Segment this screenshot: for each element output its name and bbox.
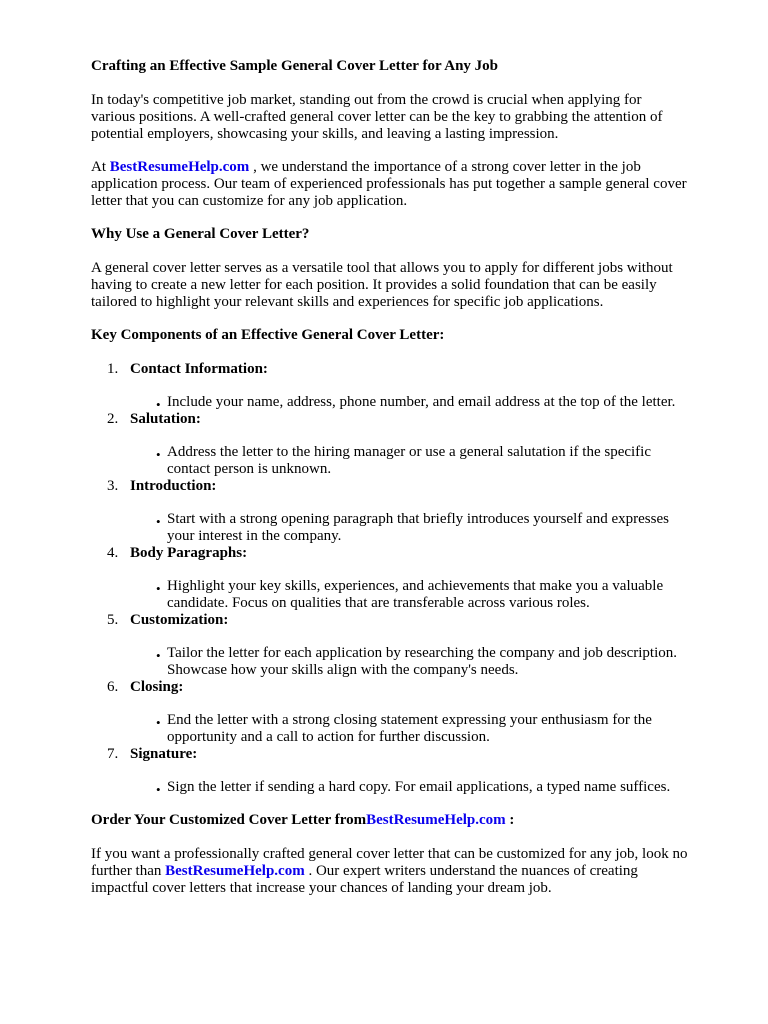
- item-title: Closing:: [130, 679, 184, 695]
- item-detail-text: Start with a strong opening paragraph that briefly introduces yourself and expresses your interest in the company.: [167, 511, 669, 544]
- bullet-dot-icon: •: [156, 397, 161, 412]
- item-detail-list: [130, 394, 688, 411]
- item-detail-text: Address the letter to the hiring manager or use a general salutation if the specific contact person is unknown.: [167, 444, 651, 477]
- para2-prefix: At: [91, 159, 110, 175]
- components-heading: Key Components of an Effective General Cover Letter:: [91, 327, 445, 343]
- order-body-prefix: If you want a professionally crafted general cover letter that can be customized for any job, look no further than: [91, 846, 688, 879]
- item-number: 4.: [107, 545, 119, 561]
- item-detail-list: [130, 444, 688, 478]
- component-item-contact: [91, 361, 688, 411]
- item-detail-list: [130, 578, 688, 612]
- item-number: 7.: [107, 746, 119, 762]
- item-title: Body Paragraphs:: [130, 545, 248, 561]
- item-detail: [156, 712, 688, 746]
- item-detail-text: End the letter with a strong closing statement expressing your enthusiasm for the opportunity and a call to action for further discussion.: [167, 712, 652, 745]
- component-item-introduction: [91, 478, 688, 545]
- intro-paragraph: In today's competitive job market, standing out from the crowd is crucial when applying for various positions. A well-crafted general cover letter can be the key to grabbing the attention of potential employers, showcasing your skills, and leaving a lasting impression.: [91, 92, 663, 142]
- order-body-suffix: . Our expert writers understand the nuances of creating impactful cover letters that increase your chances of landing your dream job.: [91, 863, 638, 896]
- bullet-dot-icon: •: [156, 648, 161, 663]
- document-title: Crafting an Effective Sample General Cover Letter for Any Job: [91, 58, 499, 74]
- bullet-dot-icon: •: [156, 447, 161, 462]
- item-number: 5.: [107, 612, 119, 628]
- order-paragraph: [91, 846, 688, 897]
- item-detail: [156, 578, 688, 612]
- component-item-closing: [91, 679, 688, 746]
- why-heading: Why Use a General Cover Letter?: [91, 226, 310, 242]
- item-number: 3.: [107, 478, 119, 494]
- why-paragraph: A general cover letter serves as a versatile tool that allows you to apply for different jobs without having to create a new letter for each position. It provides a solid foundation that can be easily tailored to highlight your relevant skills and experiences for specific job applications.: [91, 260, 673, 310]
- item-detail: [156, 394, 688, 412]
- order-heading-link[interactable]: BestResumeHelp.com: [366, 812, 506, 828]
- item-number: 6.: [107, 679, 119, 695]
- item-title: Signature:: [130, 746, 198, 762]
- order-heading-suffix: :: [505, 812, 515, 828]
- bullet-dot-icon: •: [156, 581, 161, 596]
- component-item-customization: [91, 612, 688, 679]
- item-detail-text: Sign the letter if sending a hard copy. For email applications, a typed name suffices.: [167, 779, 671, 795]
- item-detail-list: [130, 645, 688, 679]
- item-title: Salutation:: [130, 411, 201, 427]
- item-detail: [156, 779, 688, 797]
- component-item-body: [91, 545, 688, 612]
- company-intro-paragraph: [91, 159, 688, 210]
- bestresumehelp-link[interactable]: BestResumeHelp.com: [109, 159, 250, 175]
- item-number: 1.: [107, 361, 119, 377]
- order-heading-prefix: Order Your Customized Cover Letter from: [91, 812, 367, 828]
- component-item-signature: [91, 746, 688, 796]
- para2-suffix: , we understand the importance of a strong cover letter in the job application process. Our team of experienced professionals has put together a sample general cover letter that you can customize for any job application.: [91, 159, 687, 209]
- item-detail-list: [130, 779, 688, 796]
- item-detail: [156, 645, 688, 679]
- item-detail-text: Highlight your key skills, experiences, and achievements that make you a valuable candidate. Focus on qualities that are transferable across various roles.: [167, 578, 664, 611]
- item-detail-list: [130, 511, 688, 545]
- bullet-dot-icon: •: [156, 715, 161, 730]
- component-item-salutation: [91, 411, 688, 478]
- bullet-dot-icon: •: [156, 514, 161, 529]
- item-detail: [156, 444, 688, 478]
- item-detail-list: [130, 712, 688, 746]
- item-detail-text: Include your name, address, phone number, and email address at the top of the letter.: [167, 394, 676, 410]
- order-body-link[interactable]: BestResumeHelp.com: [165, 863, 305, 879]
- item-detail: [156, 511, 688, 545]
- item-title: Introduction:: [130, 478, 217, 494]
- components-list: [91, 361, 688, 796]
- item-number: 2.: [107, 411, 119, 427]
- item-detail-text: Tailor the letter for each application by researching the company and job description. Showcase how your skills align with the company's needs.: [167, 645, 678, 678]
- bullet-dot-icon: •: [156, 782, 161, 797]
- item-title: Contact Information:: [130, 361, 268, 377]
- item-title: Customization:: [130, 612, 229, 628]
- order-heading: [91, 812, 688, 829]
